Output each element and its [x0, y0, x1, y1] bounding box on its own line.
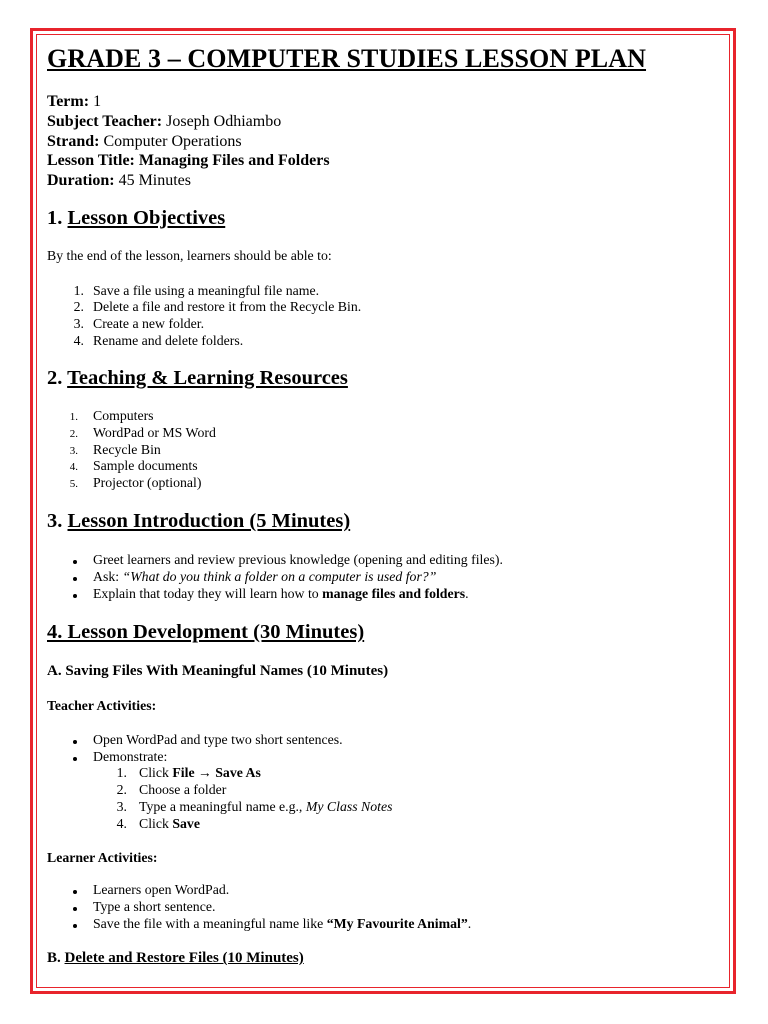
meta-strand	[47, 132, 242, 152]
meta-teacher	[47, 112, 281, 132]
bullet	[73, 757, 77, 761]
section-3-heading	[47, 510, 350, 533]
section-3-number: 3.	[47, 510, 63, 532]
list-number: 2.	[69, 428, 78, 440]
subsection-b-prefix: B.	[47, 950, 65, 966]
bold-run: “My Favourite Animal”	[326, 916, 468, 931]
meta-duration	[47, 171, 191, 191]
teacher-activities-label: Teacher Activities:	[47, 698, 157, 713]
list-item: Projector (optional)	[93, 475, 202, 490]
list-number: 3.	[116, 799, 127, 814]
bullet	[73, 740, 77, 744]
bold-run: manage files and folders	[322, 586, 466, 601]
learner-activities-label: Learner Activities:	[47, 850, 158, 865]
bold-run: File → Save As	[172, 765, 261, 780]
list-item	[93, 916, 471, 932]
section-1-intro: By the end of the lesson, learners should be able to:	[47, 248, 332, 263]
bullet	[73, 924, 77, 928]
list-item: Sample documents	[93, 458, 198, 473]
strand-label: Strand:	[47, 133, 100, 150]
list-item: Greet learners and review previous knowledge (opening and editing files).	[93, 552, 503, 567]
bullet	[73, 594, 77, 598]
section-4-heading: 4. Lesson Development (30 Minutes)	[47, 621, 365, 643]
duration-value: 45 Minutes	[118, 172, 192, 189]
text-run: Click	[139, 765, 173, 780]
list-number: 1.	[116, 765, 127, 780]
list-item: Demonstrate:	[93, 749, 168, 764]
text-run: Explain that today they will learn how to	[93, 586, 323, 601]
text-run: Type a meaningful name e.g.,	[139, 799, 306, 814]
subsection-b-title-text: Delete and Restore Files (10 Minutes)	[64, 950, 304, 966]
teacher-value: Joseph Odhiambo	[166, 113, 282, 130]
list-number: 5.	[69, 478, 78, 490]
section-2-title: Teaching & Learning Resources	[67, 367, 348, 389]
list-item: Rename and delete folders.	[93, 333, 244, 348]
list-number: 1.	[69, 411, 78, 423]
text-run: Save the file with a meaningful name like	[93, 916, 327, 931]
list-item	[139, 799, 392, 815]
lesson-title-value: Lesson Title: Managing Files and Folders	[47, 152, 330, 169]
section-1-title: Lesson Objectives	[67, 207, 226, 229]
subsection-b-title	[47, 950, 304, 967]
list-number: 2.	[73, 299, 84, 314]
list-item	[93, 569, 436, 585]
list-item	[93, 586, 469, 602]
subsection-a-title: A. Saving Files With Meaningful Names (10 Minutes)	[47, 663, 389, 679]
list-item: Computers	[93, 408, 154, 423]
strand-value: Computer Operations	[103, 133, 242, 150]
list-number: 3.	[73, 316, 84, 331]
list-item	[139, 816, 200, 832]
list-number: 2.	[116, 782, 127, 797]
meta-term	[47, 92, 101, 112]
document-title: GRADE 3 – COMPUTER STUDIES LESSON PLAN	[47, 44, 647, 73]
list-item: Type a short sentence.	[93, 899, 216, 914]
section-3-title: Lesson Introduction (5 Minutes)	[67, 510, 351, 532]
term-label: Term:	[47, 93, 90, 110]
bold-run: Save	[172, 816, 200, 831]
list-number: 4.	[73, 333, 84, 348]
list-number: 1.	[73, 283, 84, 298]
list-item: Recycle Bin	[93, 442, 161, 457]
bullet	[73, 560, 77, 564]
list-item: WordPad or MS Word	[93, 425, 216, 440]
text-run: .	[467, 916, 472, 931]
list-item: Learners open WordPad.	[93, 882, 230, 897]
bullet	[73, 577, 77, 581]
teacher-label: Subject Teacher:	[47, 113, 163, 130]
text-run: Click	[139, 816, 173, 831]
section-2-number: 2.	[47, 367, 63, 389]
section-2-heading	[47, 367, 348, 390]
italic-run: My Class Notes	[305, 799, 393, 814]
list-number: 4.	[69, 461, 78, 473]
list-item: Delete a file and restore it from the Recycle Bin.	[93, 299, 362, 314]
bullet	[73, 907, 77, 911]
bullet	[73, 890, 77, 894]
text-run: .	[465, 586, 469, 601]
term-value: 1	[93, 93, 102, 110]
duration-label: Duration:	[47, 172, 115, 189]
section-1-heading	[47, 207, 225, 230]
list-item: Open WordPad and type two short sentences.	[93, 732, 343, 747]
list-item: Save a file using a meaningful file name.	[93, 283, 320, 298]
ask-question: “What do you think a folder on a computer is used for?”	[122, 569, 437, 584]
list-item	[139, 765, 261, 781]
ask-label: Ask:	[93, 569, 123, 584]
list-number: 3.	[69, 445, 78, 457]
list-item: Choose a folder	[139, 782, 227, 797]
list-number: 4.	[116, 816, 127, 831]
meta-lesson-title	[47, 151, 330, 171]
section-1-number: 1.	[47, 207, 63, 229]
list-item: Create a new folder.	[93, 316, 205, 331]
